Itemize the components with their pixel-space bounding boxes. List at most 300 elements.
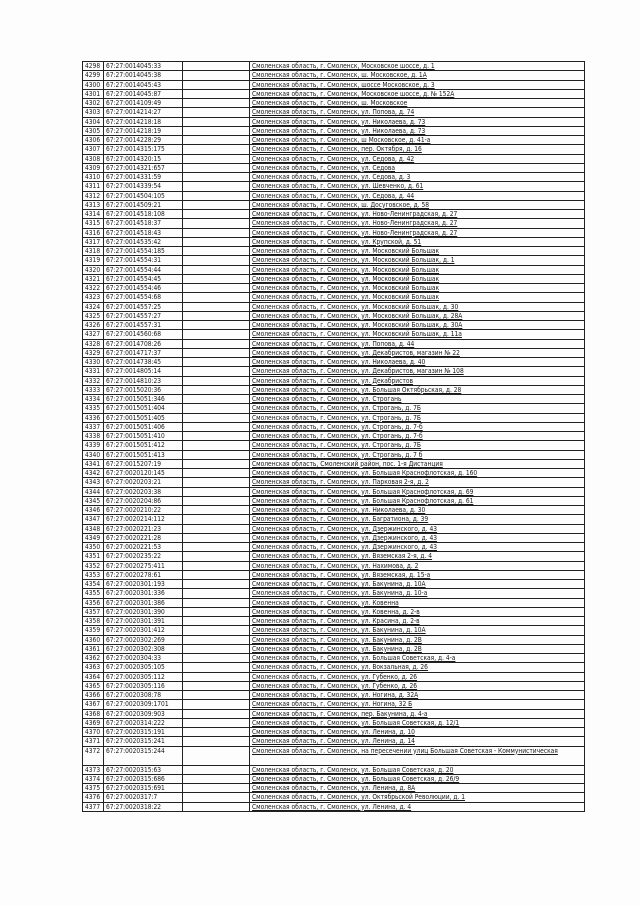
row-number: 4325 — [83, 311, 104, 320]
table-row — [83, 265, 585, 274]
address-text: Смоленская область, г. Смоленск, ул. Большая Краснофлотская, д. 69 — [252, 487, 474, 496]
empty-cell — [183, 487, 250, 496]
row-number: 4303 — [83, 108, 104, 117]
table-row — [83, 580, 585, 589]
row-number: 4305 — [83, 126, 104, 135]
cadastral-number: 67:27:0014554:68 — [104, 293, 183, 302]
row-number: 4311 — [83, 182, 104, 191]
cadastral-number: 67:27:0020305:116 — [104, 681, 183, 690]
address — [250, 478, 585, 487]
address — [250, 681, 585, 690]
row-number: 4340 — [83, 450, 104, 459]
address — [250, 635, 585, 644]
row-number: 4370 — [83, 728, 104, 737]
row-number: 4309 — [83, 163, 104, 172]
row-number: 4333 — [83, 385, 104, 394]
table-row — [83, 330, 585, 339]
cadastral-number: 67:27:0020275:411 — [104, 561, 183, 570]
address — [250, 561, 585, 570]
row-number: 4307 — [83, 145, 104, 154]
table-row — [83, 219, 585, 228]
table-row — [83, 404, 585, 413]
row-number: 4314 — [83, 210, 104, 219]
address — [250, 552, 585, 561]
table-row — [83, 376, 585, 385]
address-text: Смоленская область, г. Смоленск, ш Московское, д. 41-а — [252, 136, 431, 144]
address — [250, 376, 585, 385]
row-number: 4334 — [83, 395, 104, 404]
empty-cell — [183, 210, 250, 219]
address-text: Смоленская область, г. Смоленск, ул. Дзержинского, д. 43 — [252, 524, 438, 533]
row-number: 4364 — [83, 672, 104, 681]
row-number: 4354 — [83, 580, 104, 589]
row-number: 4366 — [83, 691, 104, 700]
table-row — [83, 358, 585, 367]
table-row — [83, 635, 585, 644]
address-text: Смоленская область, г. Смоленск, ул. Бакунина, д. 10А — [252, 580, 426, 588]
cadastral-number: 67:27:0014504:105 — [104, 191, 183, 200]
cadastral-number: 67:27:0020302:308 — [104, 644, 183, 653]
address — [250, 173, 585, 182]
empty-cell — [183, 607, 250, 616]
table-row — [83, 80, 585, 89]
empty-cell — [183, 663, 250, 672]
address-text: Смоленская область, г. Смоленск, ул. Губенко, д. 26 — [252, 681, 418, 690]
row-number: 4362 — [83, 654, 104, 663]
table-row — [83, 533, 585, 542]
row-number: 4320 — [83, 265, 104, 274]
row-number: 4302 — [83, 99, 104, 108]
registry-table-body — [83, 62, 585, 812]
address — [250, 718, 585, 727]
cadastral-number: 67:27:0014557:31 — [104, 321, 183, 330]
empty-cell — [183, 117, 250, 126]
cadastral-number: 67:27:0020203:38 — [104, 487, 183, 496]
address-text: Смоленская область, г. Смоленск, ул. Московский Большак, д. 11а — [252, 330, 462, 339]
empty-cell — [183, 62, 250, 71]
address — [250, 71, 585, 80]
address-text: Смоленская область, г. Смоленск, ул. Николаева, д. 73 — [252, 126, 426, 135]
empty-cell — [183, 237, 250, 246]
row-number: 4323 — [83, 293, 104, 302]
empty-cell — [183, 709, 250, 718]
empty-cell — [183, 330, 250, 339]
cadastral-number: 67:27:0020278:61 — [104, 570, 183, 579]
empty-cell — [183, 376, 250, 385]
empty-cell — [183, 136, 250, 145]
row-number: 4316 — [83, 228, 104, 237]
cadastral-number: 67:27:0015020:36 — [104, 385, 183, 394]
address — [250, 293, 585, 302]
address — [250, 469, 585, 478]
empty-cell — [183, 293, 250, 302]
table-row — [83, 210, 585, 219]
address-text: Смоленская область, г. Смоленск, ул. Большая Советская, д. 20 — [252, 765, 454, 774]
table-row — [83, 228, 585, 237]
row-number: 4308 — [83, 154, 104, 163]
empty-cell — [183, 80, 250, 89]
empty-cell — [183, 274, 250, 283]
table-row — [83, 422, 585, 431]
cadastral-number: 67:27:0014331:59 — [104, 173, 183, 182]
row-number: 4365 — [83, 681, 104, 690]
address-text: Смоленская область, г. Смоленск, ул. Бакунина, д. 10А — [252, 626, 426, 635]
address — [250, 80, 585, 89]
empty-cell — [183, 746, 250, 765]
address-text: Смоленская область, г. Смоленск, ул. Строгань — [252, 395, 402, 403]
cadastral-number: 67:27:0015051:412 — [104, 441, 183, 450]
table-row — [83, 487, 585, 496]
address-text: Смоленская область, г. Смоленск, ул. Строгань, д. 7Б — [252, 404, 421, 413]
row-number: 4315 — [83, 219, 104, 228]
table-row — [83, 284, 585, 293]
address-text: Смоленская область, г. Смоленск, ул. Московский Большак — [252, 274, 440, 283]
cadastral-number: 67:27:0014560:68 — [104, 330, 183, 339]
table-row — [83, 385, 585, 394]
empty-cell — [183, 191, 250, 200]
cadastral-number: 67:27:0020315:191 — [104, 728, 183, 737]
cadastral-number: 67:27:0020315:241 — [104, 737, 183, 746]
address — [250, 598, 585, 607]
address — [250, 570, 585, 579]
address — [250, 654, 585, 663]
cadastral-number: 67:27:0014339:54 — [104, 182, 183, 191]
table-row — [83, 765, 585, 774]
address — [250, 441, 585, 450]
cadastral-number: 67:27:0014557:27 — [104, 311, 183, 320]
empty-cell — [183, 496, 250, 505]
cadastral-number: 67:27:0014045:33 — [104, 62, 183, 71]
address — [250, 367, 585, 376]
address-text: Смоленская область, г. Смоленск, ул. Большая Краснофлотская, д. 160 — [252, 469, 478, 477]
address-text: Смоленская область, г. Смоленск, ул. Попова, д. 74 — [252, 108, 415, 117]
row-number: 4338 — [83, 432, 104, 441]
address — [250, 284, 585, 293]
row-number: 4345 — [83, 496, 104, 505]
table-row — [83, 71, 585, 80]
registry-table — [82, 61, 585, 812]
row-number: 4300 — [83, 80, 104, 89]
empty-cell — [183, 450, 250, 459]
address — [250, 450, 585, 459]
cadastral-number: 67:27:0014554:44 — [104, 265, 183, 274]
address-text: Смоленская область, г. Смоленск, пер. Октября, д. 16 — [252, 145, 422, 154]
address — [250, 496, 585, 505]
empty-cell — [183, 644, 250, 653]
empty-cell — [183, 200, 250, 209]
empty-cell — [183, 71, 250, 80]
address-text: Смоленская область, г. Смоленск, ул. Бакунина, д. 2В — [252, 635, 422, 644]
row-number: 4369 — [83, 718, 104, 727]
row-number: 4357 — [83, 607, 104, 616]
cadastral-number: 67:27:0014805:14 — [104, 367, 183, 376]
row-number: 4299 — [83, 71, 104, 80]
row-number: 4326 — [83, 321, 104, 330]
cadastral-number: 67:27:0015051:405 — [104, 413, 183, 422]
address-text: Смоленская область, г. Смоленск, ул. Парковая 2-я, д. 2 — [252, 478, 429, 487]
cadastral-number: 67:27:0020235:22 — [104, 552, 183, 561]
table-row — [83, 163, 585, 172]
empty-cell — [183, 635, 250, 644]
row-number: 4351 — [83, 552, 104, 561]
empty-cell — [183, 284, 250, 293]
address — [250, 302, 585, 311]
empty-cell — [183, 718, 250, 727]
address — [250, 700, 585, 709]
row-number: 4353 — [83, 570, 104, 579]
row-number: 4372 — [83, 746, 104, 765]
address — [250, 487, 585, 496]
cadastral-number: 67:27:0014738:45 — [104, 358, 183, 367]
address — [250, 617, 585, 626]
empty-cell — [183, 385, 250, 394]
row-number: 4337 — [83, 422, 104, 431]
empty-cell — [183, 228, 250, 237]
row-number: 4306 — [83, 136, 104, 145]
table-row — [83, 793, 585, 802]
address-text: Смоленская область, г. Смоленск, шоссе Московское, д. 3 — [252, 80, 435, 89]
row-number: 4371 — [83, 737, 104, 746]
row-number: 4336 — [83, 413, 104, 422]
cadastral-number: 67:27:0020204:86 — [104, 496, 183, 505]
cadastral-number: 67:27:0020221:53 — [104, 543, 183, 552]
table-row — [83, 672, 585, 681]
empty-cell — [183, 552, 250, 561]
cadastral-number: 67:27:0014218:18 — [104, 117, 183, 126]
table-row — [83, 459, 585, 468]
row-number: 4329 — [83, 348, 104, 357]
address — [250, 506, 585, 515]
empty-cell — [183, 524, 250, 533]
address — [250, 663, 585, 672]
empty-cell — [183, 247, 250, 256]
address — [250, 274, 585, 283]
row-number: 4330 — [83, 358, 104, 367]
table-row — [83, 182, 585, 191]
cadastral-number: 67:27:0020314:222 — [104, 718, 183, 727]
row-number: 4332 — [83, 376, 104, 385]
cadastral-number: 67:27:0015051:410 — [104, 432, 183, 441]
address — [250, 163, 585, 172]
address — [250, 154, 585, 163]
empty-cell — [183, 311, 250, 320]
table-row — [83, 737, 585, 746]
table-row — [83, 478, 585, 487]
table-row — [83, 413, 585, 422]
table-row — [83, 561, 585, 570]
table-row — [83, 247, 585, 256]
address — [250, 413, 585, 422]
cadastral-number: 67:27:0020301:390 — [104, 607, 183, 616]
cadastral-number: 67:27:0014321:657 — [104, 163, 183, 172]
row-number: 4322 — [83, 284, 104, 293]
empty-cell — [183, 395, 250, 404]
empty-cell — [183, 154, 250, 163]
table-row — [83, 441, 585, 450]
address-text: Смоленская область, г. Смоленск, ул. Октябрьской Революции, д. 1 — [252, 793, 466, 802]
cadastral-number: 67:27:0014214:27 — [104, 108, 183, 117]
table-row — [83, 607, 585, 616]
address-text: Смоленская область, г. Смоленск, ул. Строгань, д. 7 б — [252, 450, 423, 459]
table-row — [83, 126, 585, 135]
address-text: Смоленская область, г. Смоленск, Московское шоссе, д. № 152А — [252, 89, 455, 98]
table-row — [83, 728, 585, 737]
empty-cell — [183, 765, 250, 774]
address-text: Смоленская область, г. Смоленск, ул. Московский Большак — [252, 284, 440, 292]
empty-cell — [183, 774, 250, 783]
address-text: Смоленская область, г. Смоленск, ул. Большая Советская, д. 12/1 — [252, 718, 460, 727]
row-number: 4356 — [83, 598, 104, 607]
cadastral-number: 67:27:0020318:22 — [104, 802, 183, 811]
row-number: 4319 — [83, 256, 104, 265]
empty-cell — [183, 626, 250, 635]
table-row — [83, 681, 585, 690]
address — [250, 228, 585, 237]
table-row — [83, 311, 585, 320]
address — [250, 358, 585, 367]
table-row — [83, 617, 585, 626]
table-row — [83, 302, 585, 311]
address — [250, 515, 585, 524]
empty-cell — [183, 432, 250, 441]
table-row — [83, 62, 585, 71]
cadastral-number: 67:27:0020317:7 — [104, 793, 183, 802]
cadastral-number: 67:27:0014228:29 — [104, 136, 183, 145]
table-row — [83, 136, 585, 145]
address-text: Смоленская область, г. Смоленск, ул. Строгань, д. 7Б — [252, 441, 421, 450]
row-number: 4304 — [83, 117, 104, 126]
address-text: Смоленская область, г. Смоленск, ул. Ленина, д. 14 — [252, 737, 415, 746]
table-row — [83, 469, 585, 478]
cadastral-number: 67:27:0014554:46 — [104, 284, 183, 293]
cadastral-number: 67:27:0020301:412 — [104, 626, 183, 635]
cadastral-number: 67:27:0015207:19 — [104, 459, 183, 468]
address — [250, 89, 585, 98]
row-number: 4346 — [83, 506, 104, 515]
empty-cell — [183, 737, 250, 746]
address — [250, 126, 585, 135]
empty-cell — [183, 533, 250, 542]
table-row — [83, 802, 585, 811]
address — [250, 247, 585, 256]
empty-cell — [183, 413, 250, 422]
table-row — [83, 709, 585, 718]
row-number: 4342 — [83, 469, 104, 478]
address-text: Смоленская область, г. Смоленск, ул. Седова — [252, 163, 395, 172]
row-number: 4367 — [83, 700, 104, 709]
cadastral-number: 67:27:0020304:33 — [104, 654, 183, 663]
address — [250, 62, 585, 71]
address — [250, 737, 585, 746]
address-text: Смоленская область, г. Смоленск, ул. Ковенна — [252, 598, 399, 607]
empty-cell — [183, 256, 250, 265]
address — [250, 182, 585, 191]
table-row — [83, 145, 585, 154]
table-row — [83, 348, 585, 357]
cadastral-number: 67:27:0014045:87 — [104, 89, 183, 98]
address-text: Смоленская область, г. Смоленск, ул. Николаева, д. 73 — [252, 117, 426, 126]
table-row — [83, 570, 585, 579]
cadastral-number: 67:27:0014045:43 — [104, 80, 183, 89]
cadastral-number: 67:27:0020315:63 — [104, 765, 183, 774]
address-text: Смоленская область, г. Смоленск, ул. Седова, д. 3 — [252, 173, 411, 181]
address — [250, 219, 585, 228]
empty-cell — [183, 302, 250, 311]
address — [250, 543, 585, 552]
empty-cell — [183, 672, 250, 681]
cadastral-number: 67:27:0020120:145 — [104, 469, 183, 478]
row-number: 4352 — [83, 561, 104, 570]
table-row — [83, 200, 585, 209]
empty-cell — [183, 728, 250, 737]
empty-cell — [183, 691, 250, 700]
table-row — [83, 746, 585, 765]
address-text: Смоленская область, г. Смоленск, ул. Большая Краснофлотская, д. 61 — [252, 496, 474, 505]
address-text: Смоленская область, г. Смоленск, ш. Досуговское, д. 58 — [252, 200, 430, 209]
address-text: Смоленская область, г. Смоленск, ул. Большая Октябрьская, д. 28 — [252, 385, 462, 394]
address — [250, 765, 585, 774]
cadastral-number: 67:27:0020315:686 — [104, 774, 183, 783]
table-row — [83, 626, 585, 635]
address-text: Смоленская область, г. Смоленск, ул. Вяземская 2-я, д. 4 — [252, 552, 433, 561]
address-text: Смоленская область, г. Смоленск, ш. Московское, д. 1А — [252, 71, 427, 80]
table-row — [83, 598, 585, 607]
address-text: Смоленская область, г. Смоленск, ул. Ново-Ленинградская, д. 27 — [252, 228, 458, 237]
cadastral-number: 67:27:0014109:49 — [104, 99, 183, 108]
row-number: 4363 — [83, 663, 104, 672]
cadastral-number: 67:27:0015051:346 — [104, 395, 183, 404]
address — [250, 589, 585, 598]
address-text: Смоленская область, г. Смоленск, ул. Строгань, д. 7Б — [252, 413, 421, 422]
cadastral-number: 67:27:0014554:31 — [104, 256, 183, 265]
row-number: 4359 — [83, 626, 104, 635]
table-row — [83, 99, 585, 108]
cadastral-number: 67:27:0020301:391 — [104, 617, 183, 626]
empty-cell — [183, 441, 250, 450]
address-text: Смоленская область, г. Смоленск, ул. Декабристов, магазин № 22 — [252, 348, 460, 357]
address — [250, 533, 585, 542]
table-row — [83, 395, 585, 404]
address — [250, 709, 585, 718]
address — [250, 237, 585, 246]
row-number: 4321 — [83, 274, 104, 283]
address-text: Смоленская область, г. Смоленск, ул. Московский Большак — [252, 265, 440, 274]
table-row — [83, 339, 585, 348]
table-row — [83, 524, 585, 533]
address — [250, 99, 585, 108]
address-text: Смоленская область, г. Смоленск, ул. Строгань, д. 7-б — [252, 422, 423, 431]
cadastral-number: 67:27:0014320:15 — [104, 154, 183, 163]
address-text: Смоленская область, г. Смоленск, ул. Ново-Ленинградская, д. 27 — [252, 219, 458, 228]
cadastral-number: 67:27:0015051:404 — [104, 404, 183, 413]
address — [250, 348, 585, 357]
row-number: 4373 — [83, 765, 104, 774]
row-number: 4335 — [83, 404, 104, 413]
empty-cell — [183, 367, 250, 376]
cadastral-number: 67:27:0020203:21 — [104, 478, 183, 487]
address-text: Смоленская область, г. Смоленск, ул. Багратиона, д. 39 — [252, 515, 429, 524]
address-text: Смоленская область, г. Смоленск, ул. Шевченко, д. 61 — [252, 182, 424, 191]
empty-cell — [183, 163, 250, 172]
address-text: Смоленская область, г. Смоленск, ул. Николаева, д. 30 — [252, 506, 426, 514]
empty-cell — [183, 654, 250, 663]
address-text: Смоленская область, г. Смоленск, ул. Московский Большак, д. 30 — [252, 302, 459, 311]
cadastral-number: 67:27:0014315:175 — [104, 145, 183, 154]
row-number: 4318 — [83, 247, 104, 256]
empty-cell — [183, 598, 250, 607]
cadastral-number: 67:27:0015051:406 — [104, 422, 183, 431]
address — [250, 746, 585, 765]
